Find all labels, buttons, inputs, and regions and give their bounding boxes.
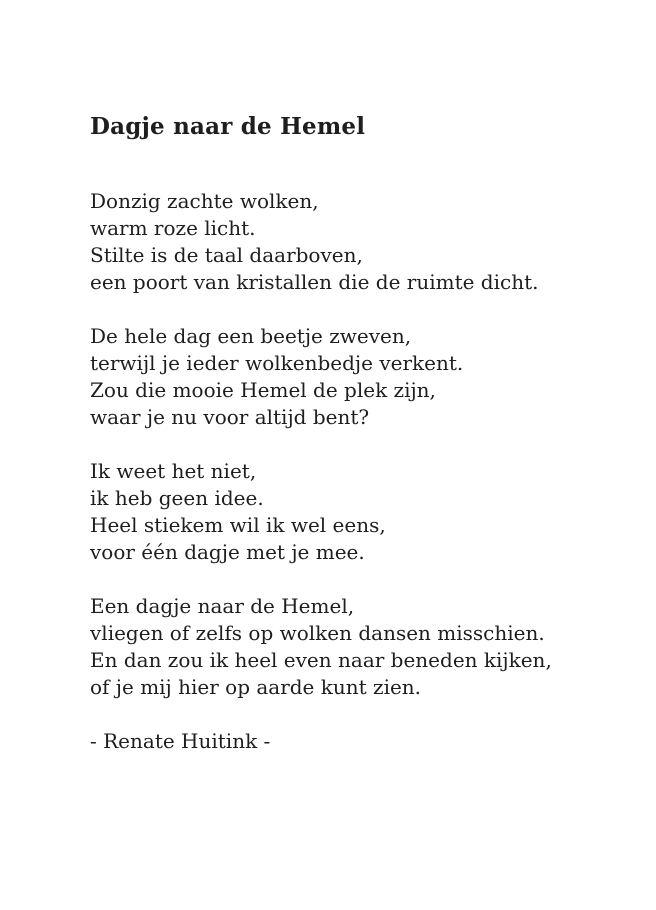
stanza-2 — [90, 323, 596, 431]
poem-line: terwijl je ieder wolkenbedje verkent. — [90, 351, 464, 375]
poem-line: Donzig zachte wolken, — [90, 189, 319, 213]
poem-line: of je mij hier op aarde kunt zien. — [90, 675, 422, 699]
poem-line: Zou die mooie Hemel de plek zijn, — [90, 378, 436, 402]
poem-title: Dagje naar de Hemel — [90, 113, 366, 140]
stanza-1 — [90, 188, 596, 296]
poem-line: Stilte is de taal daarboven, — [90, 243, 363, 267]
stanza-4 — [90, 593, 596, 701]
poem-line: Ik weet het niet, — [90, 459, 257, 483]
poem-line: voor één dagje met je mee. — [90, 540, 365, 564]
stanza-3 — [90, 458, 596, 566]
poem-line: De hele dag een beetje zweven, — [90, 324, 412, 348]
poem-line: een poort van kristallen die de ruimte dicht. — [90, 270, 539, 294]
poem-line: ik heb geen idee. — [90, 486, 264, 510]
poem-line: warm roze licht. — [90, 216, 256, 240]
poem-line: En dan zou ik heel even naar beneden kijken, — [90, 648, 552, 672]
poem-author: - Renate Huitink - — [90, 729, 271, 753]
poem-line: vliegen of zelfs op wolken dansen misschien. — [90, 621, 545, 645]
poem-line: waar je nu voor altijd bent? — [90, 405, 370, 429]
poem-line: Een dagje naar de Hemel, — [90, 594, 355, 618]
poem-line: Heel stiekem wil ik wel eens, — [90, 513, 386, 537]
